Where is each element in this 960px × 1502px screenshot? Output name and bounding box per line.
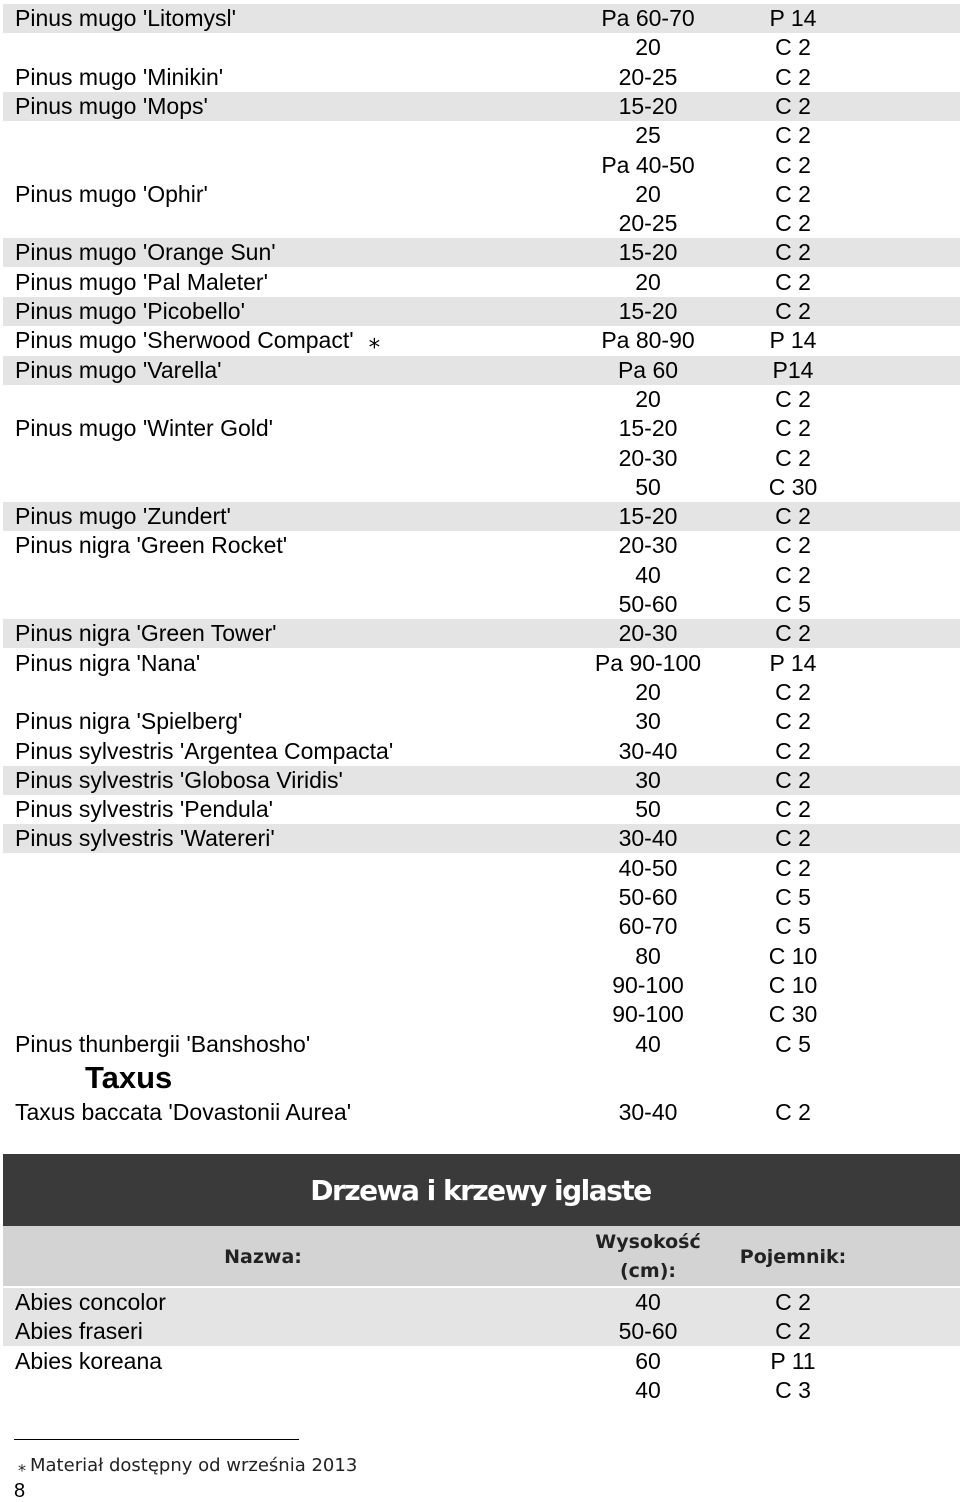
height-cell: 50 — [635, 473, 661, 500]
plant-name-cell: Pinus mugo 'Winter Gold' — [15, 415, 274, 442]
height-cell: 50 — [635, 796, 661, 823]
table-row — [3, 121, 960, 150]
height-cell: 20-30 — [618, 532, 678, 559]
container-cell: C 2 — [775, 1099, 811, 1125]
table-row — [3, 561, 960, 590]
container-cell: P 14 — [769, 327, 817, 354]
container-cell: C 5 — [775, 913, 811, 940]
height-cell: 30-40 — [618, 825, 678, 852]
container-cell: C 2 — [775, 620, 811, 647]
container-cell: C 2 — [775, 63, 811, 90]
table-row — [3, 971, 960, 1000]
container-cell: C 10 — [768, 971, 818, 998]
height-cell: 80 — [635, 942, 661, 969]
container-cell: C 2 — [775, 532, 811, 559]
container-cell: C 2 — [775, 415, 811, 442]
height-cell: 15-20 — [618, 503, 678, 530]
container-cell: C 2 — [775, 34, 811, 61]
container-cell: C 2 — [775, 239, 811, 266]
section-banner — [3, 1154, 960, 1226]
table-row — [3, 766, 960, 795]
table-row — [3, 444, 960, 473]
height-cell: 20 — [635, 180, 661, 207]
table-row — [3, 883, 960, 912]
container-cell: C 2 — [775, 385, 811, 412]
container-cell: C 2 — [775, 151, 811, 178]
height-cell: 20 — [635, 34, 661, 61]
container-cell: C 2 — [775, 766, 811, 793]
column-header-name: Nazwa: — [224, 1246, 302, 1268]
container-cell: C 2 — [775, 180, 811, 207]
table-row — [3, 297, 960, 326]
plant-name-cell: Pinus mugo 'Sherwood Compact' — [15, 327, 354, 354]
height-cell: 15-20 — [618, 298, 678, 324]
container-cell: C 2 — [775, 708, 811, 735]
table-row — [3, 238, 960, 267]
table-row — [3, 619, 960, 648]
table-row — [3, 1376, 960, 1405]
height-cell: 60 — [635, 1347, 661, 1374]
height-cell: 20 — [635, 385, 661, 412]
container-cell: C 2 — [775, 444, 811, 471]
container-cell: P 14 — [769, 5, 817, 31]
table-row — [3, 912, 960, 941]
container-cell: C 2 — [775, 122, 811, 149]
plant-name-cell: Pinus mugo 'Litomysl' — [15, 5, 236, 31]
table-row — [3, 502, 960, 531]
height-cell: Pa 60 — [617, 356, 679, 383]
table-row — [3, 414, 960, 443]
footnote-divider — [14, 1439, 299, 1440]
container-cell: C 2 — [775, 92, 811, 119]
plant-name-cell: Pinus nigra 'Green Tower' — [15, 620, 277, 647]
plant-name-cell: Pinus sylvestris 'Argentea Compacta' — [15, 737, 394, 764]
height-cell: 25 — [635, 122, 661, 149]
table-row — [3, 180, 960, 209]
container-cell: C 10 — [768, 942, 818, 969]
container-cell: C 3 — [775, 1376, 811, 1403]
table-row — [3, 1347, 960, 1376]
height-cell: 90-100 — [612, 971, 684, 998]
container-cell: C 2 — [775, 561, 811, 588]
height-cell: 20 — [635, 678, 661, 705]
footnote — [18, 1454, 357, 1478]
plant-name-cell: Pinus nigra 'Green Rocket' — [15, 532, 288, 559]
table-row — [3, 737, 960, 766]
height-cell: 15-20 — [618, 415, 678, 442]
plant-name-cell: Pinus nigra 'Spielberg' — [15, 708, 243, 735]
container-cell: C 2 — [775, 268, 811, 295]
container-cell: C 2 — [775, 737, 811, 764]
column-header-height-line2: (cm): — [619, 1260, 677, 1282]
container-cell: C 2 — [775, 825, 811, 852]
table-row — [3, 824, 960, 853]
container-cell: C 5 — [775, 591, 811, 617]
table-row — [3, 1317, 960, 1346]
table-row — [3, 649, 960, 678]
height-cell: 40 — [635, 1030, 661, 1057]
plant-name-cell: Pinus mugo 'Minikin' — [15, 63, 224, 90]
container-cell: P 11 — [770, 1347, 816, 1374]
column-header-bar — [3, 1226, 960, 1286]
height-cell: 50-60 — [618, 1318, 678, 1345]
plant-name-cell: Pinus mugo 'Zundert' — [15, 503, 231, 530]
table-row — [3, 1098, 960, 1127]
container-cell: C 30 — [768, 473, 818, 500]
plant-name-cell: Pinus mugo 'Pal Maleter' — [15, 268, 268, 295]
height-cell: 20 — [635, 268, 661, 295]
plant-name-cell: Abies koreana — [15, 1347, 163, 1374]
height-cell: 60-70 — [618, 913, 678, 940]
height-cell: 40 — [635, 561, 661, 588]
container-cell: C 2 — [775, 503, 811, 530]
height-cell: 20-25 — [618, 63, 678, 90]
container-cell: P14 — [772, 356, 814, 383]
plant-name-cell: Abies fraseri — [15, 1318, 143, 1345]
plant-name-cell: Pinus mugo 'Varella' — [15, 356, 222, 383]
table-row — [3, 33, 960, 62]
column-header-container: Pojemnik: — [739, 1246, 847, 1268]
height-cell: 50-60 — [618, 591, 678, 617]
table-row — [3, 678, 960, 707]
container-cell: C 2 — [775, 678, 811, 705]
footnote-text: Materiał dostępny od września 2013 — [30, 1455, 358, 1476]
plant-name-cell: Pinus mugo 'Orange Sun' — [15, 239, 276, 266]
plant-name-cell: Pinus mugo 'Picobello' — [15, 298, 245, 324]
height-cell: 20-25 — [618, 210, 678, 237]
plant-name-cell: Abies concolor — [15, 1289, 166, 1315]
plant-name-cell: Pinus mugo 'Mops' — [15, 92, 208, 119]
page-number: 8 — [14, 1480, 26, 1502]
table-row — [3, 1000, 960, 1029]
column-header-height — [563, 1228, 733, 1286]
height-cell: Pa 40-50 — [601, 151, 695, 178]
container-cell: C 2 — [775, 1289, 811, 1315]
height-cell: 30 — [635, 708, 661, 735]
plant-name-cell: Pinus sylvestris 'Pendula' — [15, 796, 274, 823]
table-row — [3, 942, 960, 971]
container-cell: C 30 — [768, 1001, 818, 1028]
plant-name-cell: Pinus sylvestris 'Watereri' — [15, 825, 275, 852]
height-cell: 30 — [635, 766, 661, 793]
height-cell: Pa 80-90 — [601, 327, 695, 354]
plant-name-cell: Taxus baccata 'Dovastonii Aurea' — [15, 1099, 352, 1125]
height-cell: 30-40 — [618, 737, 678, 764]
height-cell: 50-60 — [618, 884, 678, 910]
table-row — [3, 63, 960, 92]
container-cell: C 2 — [775, 210, 811, 237]
height-cell: 40 — [635, 1376, 661, 1403]
table-row — [3, 151, 960, 180]
column-header-height-line1: Wysokość — [595, 1231, 701, 1253]
table-row — [3, 531, 960, 560]
section-title: Drzewa i krzewy iglaste — [310, 1174, 651, 1207]
table-row — [3, 473, 960, 502]
height-cell: Pa 60-70 — [601, 5, 695, 31]
asterisk-icon: ⁎ — [368, 328, 381, 355]
height-cell: 90-100 — [612, 1001, 684, 1028]
height-cell: Pa 90-100 — [594, 649, 702, 676]
table-row — [3, 268, 960, 297]
container-cell: C 2 — [775, 298, 811, 324]
height-cell: 40 — [635, 1289, 661, 1315]
table-row — [3, 356, 960, 385]
table-row — [3, 707, 960, 736]
table-row — [3, 795, 960, 824]
height-cell: 20-30 — [618, 620, 678, 647]
table-row — [3, 326, 960, 355]
table-row — [3, 92, 960, 121]
genus-heading: Taxus — [85, 1060, 173, 1095]
height-cell: 15-20 — [618, 92, 678, 119]
plant-name-cell: Pinus sylvestris 'Globosa Viridis' — [15, 766, 343, 793]
table-row — [3, 4, 960, 33]
plant-name-cell: Pinus mugo 'Ophir' — [15, 180, 208, 207]
table-row — [3, 1288, 960, 1317]
table-row — [3, 209, 960, 238]
table-row — [3, 854, 960, 883]
container-cell: C 5 — [775, 1030, 811, 1057]
table-row — [3, 385, 960, 414]
height-cell: 30-40 — [618, 1099, 678, 1125]
height-cell: 20-30 — [618, 444, 678, 471]
height-cell: 40-50 — [618, 854, 678, 881]
height-cell: 15-20 — [618, 239, 678, 266]
container-cell: C 2 — [775, 796, 811, 823]
table-row — [3, 590, 960, 619]
container-cell: C 5 — [775, 884, 811, 910]
table-row — [3, 1030, 960, 1059]
container-cell: C 2 — [775, 1318, 811, 1345]
container-cell: P 14 — [769, 649, 817, 676]
container-cell: C 2 — [775, 854, 811, 881]
plant-name-cell: Pinus nigra 'Nana' — [15, 649, 201, 676]
asterisk-icon: ⁎ — [18, 1456, 26, 1475]
plant-name-cell: Pinus thunbergii 'Banshosho' — [15, 1030, 311, 1057]
